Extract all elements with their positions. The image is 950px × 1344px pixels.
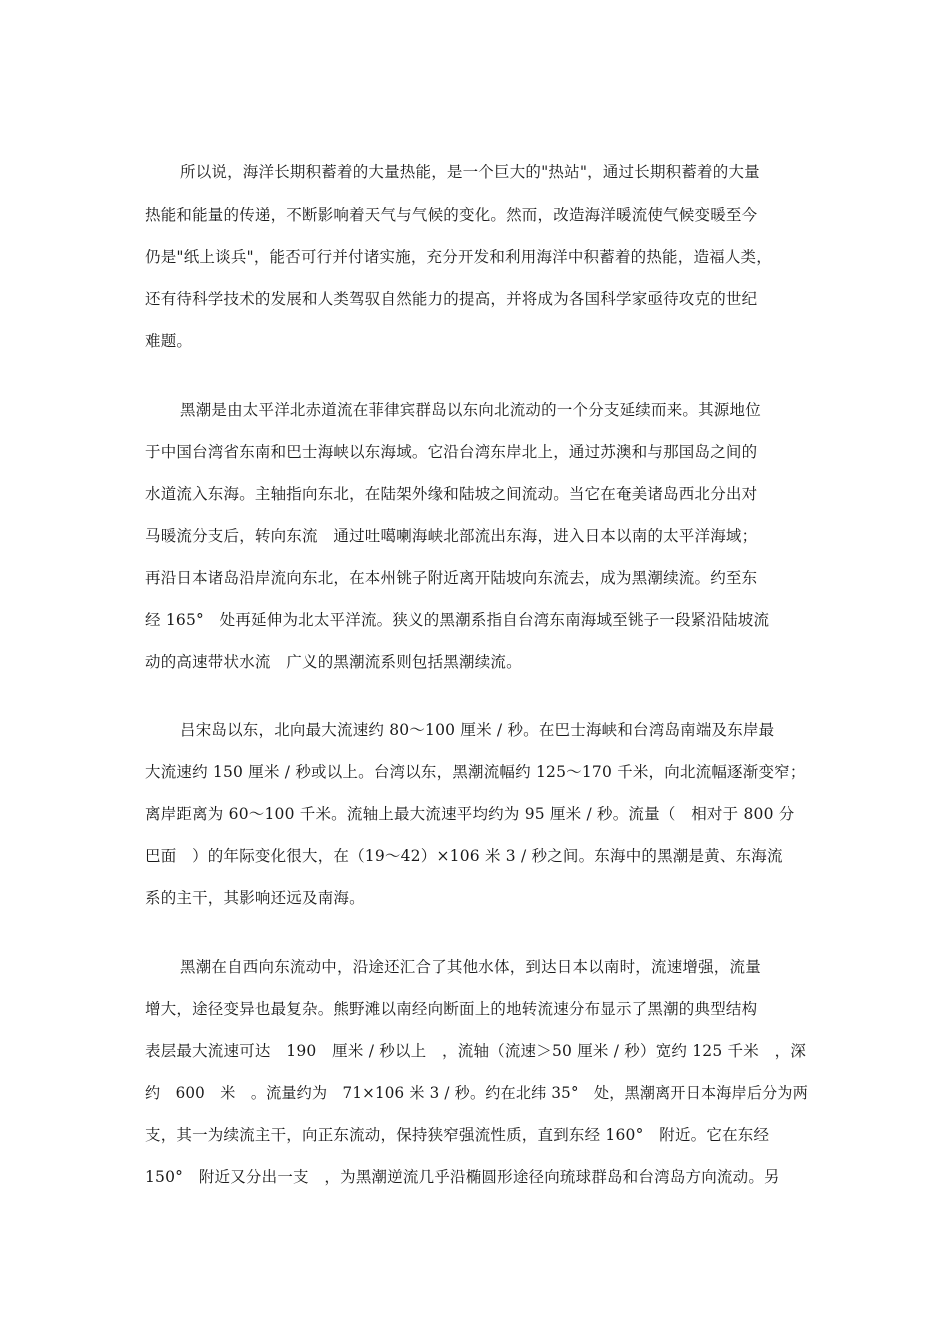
paragraph-3-line-3: 离岸距离为 60～100 千米。流轴上最大流速平均约为 95 厘米 / 秒。流量（ 相对于 800 分 [145,805,795,823]
paragraph-2-line-6: 经 165° 处再延伸为北太平洋流。狭义的黑潮系指自台湾东南海域至铫子一段紧沿陆坡流 [145,611,770,629]
paragraph-4-line-4: 约 600 米 。流量约为 71×106 米 3 / 秒。约在北纬 35° 处，黑潮离开日本海岸后分为两 [145,1084,809,1102]
paragraph-1-line-3: 仍是"纸上谈兵"，能否可行并付诸实施，充分开发和利用海洋中积蓄着的热能，造福人类， [145,248,772,266]
paragraph-2-line-4: 马暖流分支后，转向东流 通过吐噶喇海峡北部流出东海，进入日本以南的太平洋海域； [145,527,758,545]
paragraph-3-line-4: 巴面 ）的年际变化很大，在（19～42）×106 米 3 / 秒之间。东海中的黑潮是黄、东海流 [145,847,783,865]
paragraph-4-line-5: 支，其一为续流主干，向正东流动，保持狭窄强流性质，直到东经 160° 附近。它在东经 [145,1126,770,1144]
paragraph-3-line-2: 大流速约 150 厘米 / 秒或以上。台湾以东，黑潮流幅约 125～170 千米，向北流幅逐渐变窄； [145,763,806,781]
paragraph-4-line-6: 150° 附近又分出一支 ，为黑潮逆流几乎沿椭圆形途径向琉球群岛和台湾岛方向流动。另 [145,1168,780,1186]
paragraph-2-line-3: 水道流入东海。主轴指向东北，在陆架外缘和陆坡之间流动。当它在奄美诸岛西北分出对 [145,485,758,503]
paragraph-3-line-1: 吕宋岛以东，北向最大流速约 80～100 厘米 / 秒。在巴士海峡和台湾岛南端及东岸最 [180,721,775,739]
paragraph-1-line-1: 所以说，海洋长期积蓄着的大量热能，是一个巨大的"热站"，通过长期积蓄着的大量 [180,163,760,181]
paragraph-2-line-5: 再沿日本诸岛沿岸流向东北，在本州铫子附近离开陆坡向东流去，成为黑潮续流。约至东 [145,569,758,587]
paragraph-1-line-5: 难题。 [145,332,193,350]
paragraph-2-line-1: 黑潮是由太平洋北赤道流在菲律宾群岛以东向北流动的一个分支延续而来。其源地位 [180,401,761,419]
paragraph-4-line-1: 黑潮在自西向东流动中，沿途还汇合了其他水体，到达日本以南时，流速增强，流量 [180,958,761,976]
paragraph-1-line-2: 热能和能量的传递，不断影响着天气与气候的变化。然而，改造海洋暖流使气候变暖至今 [145,206,758,224]
paragraph-2-line-7: 动的高速带状水流 广义的黑潮流系则包括黑潮续流。 [145,653,522,671]
paragraph-4-line-2: 增大，途径变异也最复杂。熊野滩以南经向断面上的地转流速分布显示了黑潮的典型结构 [145,1000,758,1018]
paragraph-2-line-2: 于中国台湾省东南和巴士海峡以东海域。它沿台湾东岸北上，通过苏澳和与那国岛之间的 [145,443,758,461]
paragraph-4-line-3: 表层最大流速可达 190 厘米 / 秒以上 ，流轴（流速＞50 厘米 / 秒）宽约 125 千米 ，深 [145,1042,807,1060]
paragraph-3-line-5: 系的主干，其影响还远及南海。 [145,889,365,907]
paragraph-1-line-4: 还有待科学技术的发展和人类驾驭自然能力的提高，并将成为各国科学家亟待攻克的世纪 [145,290,758,308]
